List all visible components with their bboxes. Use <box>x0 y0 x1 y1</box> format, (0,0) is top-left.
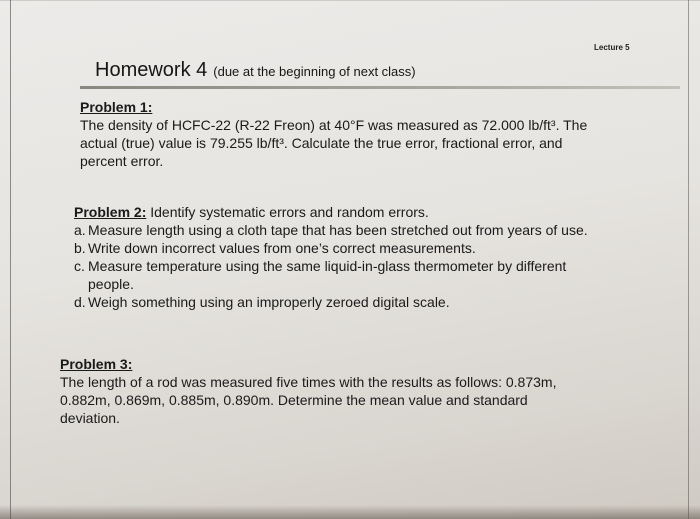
problem-1 <box>80 98 640 170</box>
item-text: Measure length using a cloth tape that has been stretched out from years of use. <box>88 222 588 238</box>
item-label: d. <box>74 294 86 310</box>
problem-1-line-2: actual (true) value is 79.255 lb/ft³. Calculate the true error, fractional error, and <box>80 135 563 151</box>
problem-2 <box>74 203 674 311</box>
problem-2-heading-line <box>74 203 674 221</box>
lecture-label: Lecture 5 <box>594 43 630 52</box>
item-text: Measure temperature using the same liquid-in-glass thermometer by different <box>88 258 567 274</box>
problem-1-heading: Problem 1: <box>80 99 153 115</box>
list-item <box>74 239 674 257</box>
paper-fold <box>0 0 700 1</box>
list-item <box>74 221 674 239</box>
item-text: Weigh something using an improperly zeroed digital scale. <box>88 294 450 310</box>
due-note: (due at the beginning of next class) <box>213 64 416 79</box>
paper-bottom-shadow <box>0 505 700 519</box>
list-item <box>74 293 674 311</box>
problem-1-line-3: percent error. <box>80 153 164 169</box>
item-text: Write down incorrect values from one’s correct measurements. <box>88 240 476 256</box>
list-item-continuation <box>74 275 674 293</box>
item-label: a. <box>74 222 86 238</box>
problem-1-line-1: The density of HCFC-22 (R-22 Freon) at 40°F was measured as 72.000 lb/ft³. The <box>80 117 588 133</box>
paper-left-edge <box>10 0 11 519</box>
problem-3-line-1: The length of a rod was measured five times with the results as follows: 0.873m, <box>60 374 557 390</box>
item-label: c. <box>74 258 85 274</box>
title-underline <box>80 86 680 89</box>
homework-title: Homework 4 <box>95 59 208 81</box>
problem-2-intro: Identify systematic errors and random errors. <box>146 204 429 220</box>
list-item <box>74 257 674 275</box>
problem-3-line-3: deviation. <box>60 410 120 426</box>
problem-3-heading: Problem 3: <box>60 356 133 372</box>
item-text: people. <box>88 276 134 292</box>
page-title <box>95 59 416 82</box>
problem-2-items <box>74 221 674 311</box>
problem-3-line-2: 0.882m, 0.869m, 0.885m, 0.890m. Determine the mean value and standard <box>60 392 528 408</box>
problem-2-heading: Problem 2: <box>74 204 147 220</box>
problem-3 <box>60 355 660 427</box>
item-label: b. <box>74 240 86 256</box>
paper-right-edge <box>688 0 689 519</box>
